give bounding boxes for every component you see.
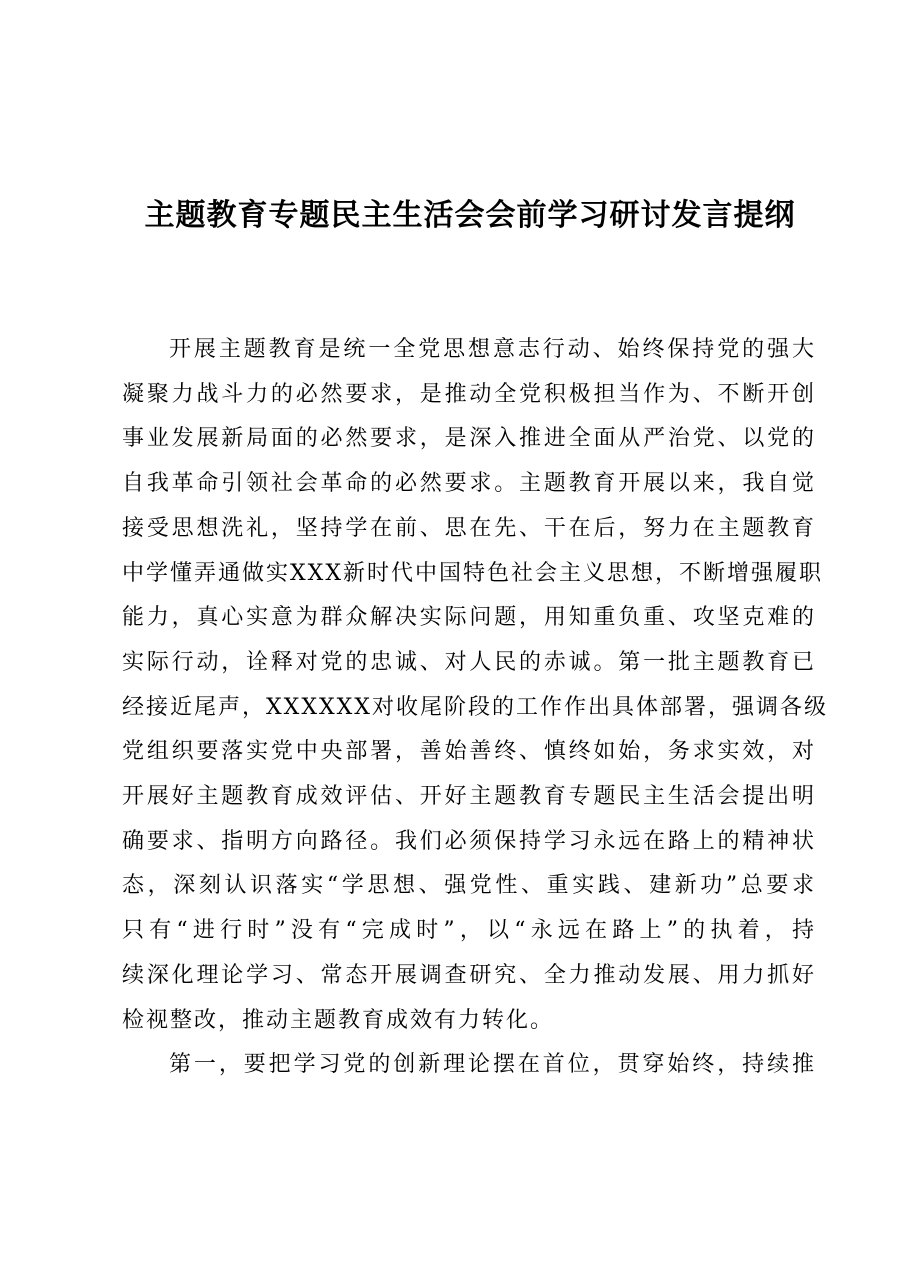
- paragraph-line: 自我革命引领社会革命的必然要求。主题教育开展以来，我自觉: [122, 471, 816, 497]
- paragraph-2: [122, 1043, 816, 1088]
- paragraph-line: 第一，要把学习党的创新理论摆在首位，贯穿始终，持续推: [169, 1052, 816, 1078]
- paragraph-1: [122, 328, 828, 1043]
- paragraph-line: 能力，真心实意为群众解决实际问题，用知重负重、攻坚克难的: [122, 605, 816, 631]
- paragraph-line: 开展好主题教育成效评估、开好主题教育专题民主生活会提出明: [122, 784, 816, 810]
- paragraph-line: 经接近尾声，XXXXXX对收尾阶段的工作作出具体部署，强调各级: [122, 694, 828, 720]
- paragraph-line: 接受思想洗礼，坚持学在前、思在先、干在后，努力在主题教育: [122, 515, 816, 541]
- paragraph-line: 态，深刻认识落实“学思想、强党性、重实践、建新功”总要求: [122, 873, 816, 899]
- paragraph-line: 党组织要落实党中央部署，善始善终、慎终如始，务求实效，对: [122, 739, 816, 765]
- document-body: [122, 328, 828, 1088]
- paragraph-line: 确要求、指明方向路径。我们必须保持学习永远在路上的精神状: [122, 828, 816, 854]
- paragraph-line: 中学懂弄通做实XXX新时代中国特色社会主义思想，不断增强履职: [122, 560, 823, 586]
- paragraph-line: 开展主题教育是统一全党思想意志行动、始终保持党的强大: [169, 337, 816, 362]
- paragraph-line: 检视整改，推动主题教育成效有力转化。: [122, 1007, 555, 1033]
- paragraph-line: 凝聚力战斗力的必然要求，是推动全党积极担当作为、不断开创: [122, 381, 816, 407]
- document-title: 主题教育专题民主生活会会前学习研讨发言提纲: [144, 198, 796, 233]
- paragraph-line: 实际行动，诠释对党的忠诚、对人民的赤诚。第一批主题教育已: [122, 649, 816, 675]
- paragraph-line: 事业发展新局面的必然要求，是深入推进全面从严治党、以党的: [122, 426, 816, 452]
- paragraph-line: 续深化理论学习、常态开展调查研究、全力推动发展、用力抓好: [122, 962, 816, 988]
- paragraph-line: 只有“进行时”没有“完成时”，以“永远在路上”的执着，持: [122, 918, 816, 944]
